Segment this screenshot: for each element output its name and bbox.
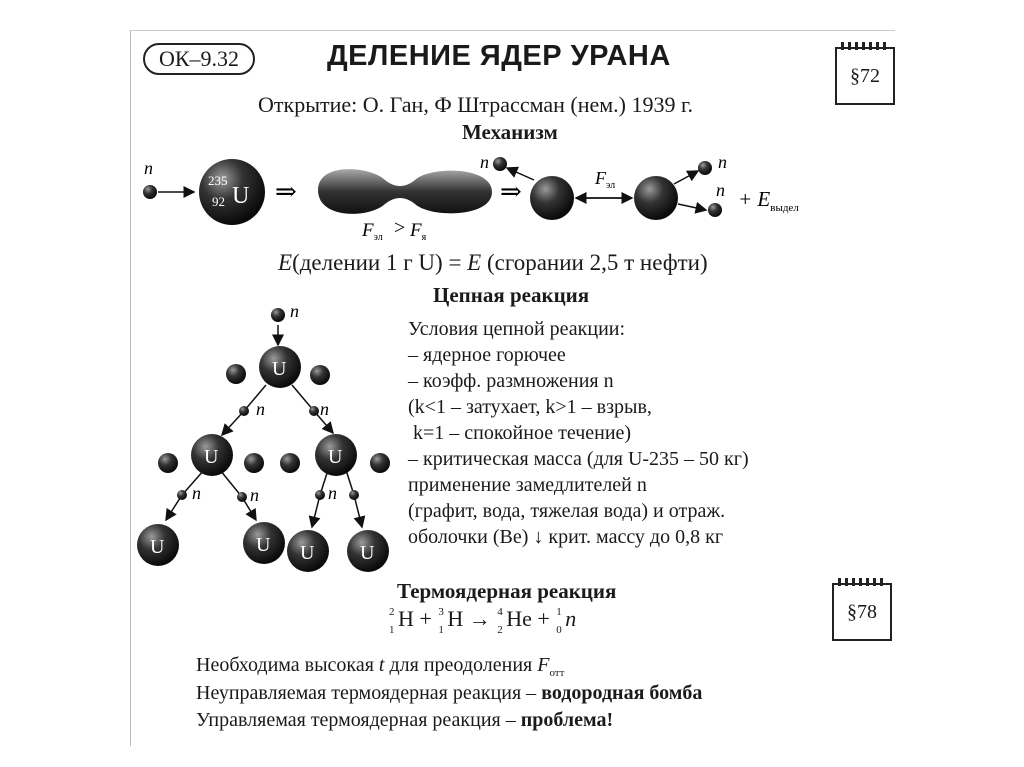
deformed-nucleus — [318, 169, 492, 214]
emitted-neutron-label-2: n — [718, 152, 727, 172]
arrow-1: ⇒ — [275, 177, 297, 206]
condition-item: k=1 – спокойное течение) — [408, 422, 632, 444]
thermonuclear-line-1: Необходима высокая t для преодоления $F_{отт}$ — [196, 654, 565, 679]
uranium-symbol: U — [232, 183, 250, 209]
h3-nuclide-numbers: 3 1 — [438, 605, 444, 636]
thermonuclear-heading: Термоядерная реакция — [397, 579, 617, 603]
uranium-mass: 235 — [208, 173, 228, 188]
chain-side-ball — [370, 453, 390, 473]
section-ref-top[interactable] — [835, 47, 895, 105]
chain-neutron — [309, 406, 319, 416]
fragment-force: $F_{эл}$ — [595, 168, 616, 191]
fragment-right — [634, 176, 678, 220]
chain-nucleus-label: U — [300, 542, 315, 564]
released-energy: + $E_{выдел}$ — [738, 187, 799, 214]
arrow-2: ⇒ — [500, 177, 522, 206]
emitted-neutron-label-1: n — [480, 152, 489, 172]
energy-equivalence: E(делении 1 г U) = E (сгорании 2,5 т нефти) — [278, 250, 708, 275]
emitted-neutron-3 — [708, 203, 722, 217]
force-nuclear: $F_я$ — [410, 220, 427, 243]
fusion-equation: 2 1 H + 3 1 H → 4 2 He + 1 0 n — [389, 605, 577, 636]
chain-nucleus-label: U — [150, 536, 165, 558]
chain-neutron — [315, 490, 325, 500]
notepad-rings-icon — [838, 578, 886, 586]
neutron-incoming — [143, 185, 157, 199]
chain-nucleus-label: U — [256, 534, 271, 556]
chain-neutron-label: n — [290, 301, 299, 321]
condition-item: применение замедлителей n — [408, 474, 647, 496]
chain-neutron-label: n — [250, 485, 259, 505]
chain-side-ball — [226, 364, 246, 384]
section-ref-bottom-label: §78 — [847, 600, 877, 623]
force-electric: $F_{эл}$ — [362, 220, 383, 243]
chain-side-ball — [310, 365, 330, 385]
uranium-charge: 92 — [212, 194, 225, 209]
chain-reaction-diagram — [130, 295, 400, 585]
condition-item: оболочки (Ве) ↓ крит. массу до 0,8 кг — [408, 526, 724, 548]
chain-neutron-label: n — [256, 399, 265, 419]
chain-side-ball — [244, 453, 264, 473]
chain-neutron — [177, 490, 187, 500]
he-nuclide-numbers: 4 2 — [497, 605, 503, 636]
page-title: ДЕЛЕНИЕ ЯДЕР УРАНА — [327, 40, 671, 72]
section-ref-top-label: §72 — [850, 64, 880, 87]
chain-side-ball — [158, 453, 178, 473]
emitted-neutron-2 — [698, 161, 712, 175]
emitted-neutron-1 — [493, 157, 507, 171]
section-ref-bottom[interactable] — [832, 583, 892, 641]
chain-neutron — [237, 492, 247, 502]
chain-nucleus-label: U — [272, 358, 287, 380]
notepad-rings-icon — [841, 42, 889, 50]
condition-item: – критическая масса (для U-235 – 50 кг) — [408, 448, 749, 470]
neutron-label: n — [144, 158, 153, 178]
chain-nucleus-label: U — [328, 446, 343, 468]
chain-nucleus-label: U — [204, 446, 219, 468]
condition-item: (графит, вода, тяжелая вода) и отраж. — [408, 500, 726, 522]
discovery-line: Открытие: О. Ган, Ф Штрассман (нем.) 1939 г. — [258, 92, 694, 117]
condition-item: – ядерное горючее — [408, 344, 566, 366]
card-code-badge: ОК–9.32 — [143, 43, 255, 75]
chain-neutron — [349, 490, 359, 500]
chain-nucleus-label: U — [360, 542, 375, 564]
chain-neutron — [271, 308, 285, 322]
chain-reaction-heading: Цепная реакция — [433, 283, 590, 307]
chain-side-ball — [280, 453, 300, 473]
force-relation: > — [394, 217, 406, 239]
emitted-neutron-label-3: n — [716, 180, 725, 200]
fragment-left — [530, 176, 574, 220]
condition-item: (k<1 – затухает, k>1 – взрыв, — [408, 396, 652, 418]
neutron-nuclide-numbers: 1 0 — [556, 605, 562, 636]
chain-neutron — [239, 406, 249, 416]
fission-mechanism-diagram — [130, 140, 830, 250]
chain-neutron-label: n — [328, 483, 337, 503]
mechanism-heading: Механизм — [462, 120, 558, 144]
thermonuclear-line-2: Неуправляемая термоядерная реакция – водородная бомба — [196, 682, 703, 704]
chain-neutron-label: n — [192, 483, 201, 503]
conditions-heading: Условия цепной реакции: — [408, 318, 626, 340]
thermonuclear-line-3: Управляемая термоядерная реакция – проблема! — [196, 709, 614, 731]
h2-nuclide-numbers: 2 1 — [389, 605, 395, 636]
condition-item: – коэфф. размножения n — [408, 370, 614, 392]
chain-neutron-label: n — [320, 399, 329, 419]
